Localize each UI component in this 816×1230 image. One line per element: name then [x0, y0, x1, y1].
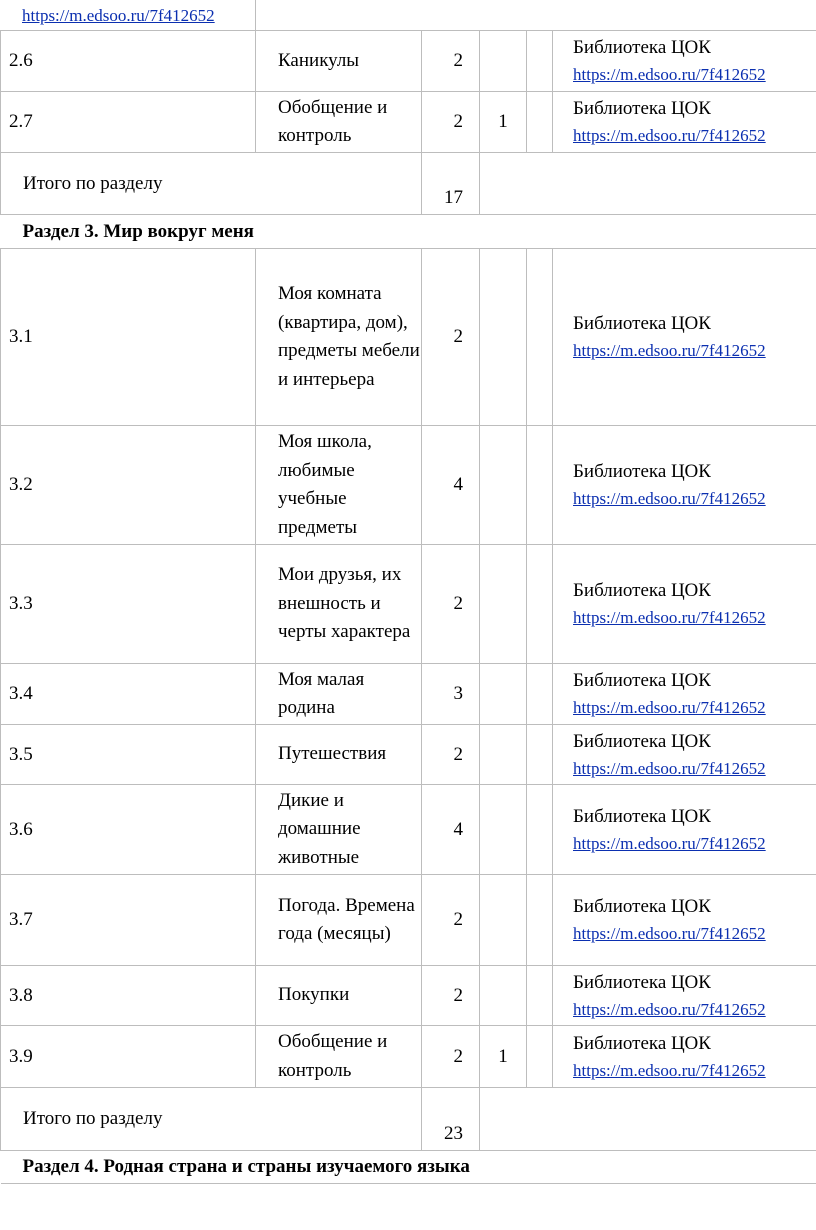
top-link-cell: [0, 0, 256, 31]
practical-works: [527, 426, 553, 545]
practical-works: [527, 966, 553, 1026]
lesson-topic: Дикие и домашние животные: [256, 785, 422, 875]
resource-link[interactable]: https://m.edsoo.ru/7f412652: [573, 999, 766, 1019]
table-row: [1, 785, 816, 875]
library-label: Библиотека ЦОК: [573, 971, 711, 993]
table-row: [1, 545, 816, 664]
lesson-topic: Путешествия: [256, 725, 422, 785]
hours-total: 2: [422, 249, 480, 426]
hours-total: 2: [422, 875, 480, 966]
practical-works: [527, 1026, 553, 1088]
control-works: 1: [480, 92, 527, 153]
hours-total: 4: [422, 426, 480, 545]
lesson-topic: Погода. Времена года (месяцы): [256, 875, 422, 966]
control-works: [480, 725, 527, 785]
lesson-topic: Обобщение и контроль: [256, 1026, 422, 1088]
lesson-table: [0, 30, 816, 1184]
resource-cell: [553, 426, 816, 545]
resource-cell: [553, 966, 816, 1026]
table-row: [1, 1026, 816, 1088]
hours-total: 2: [422, 966, 480, 1026]
library-label: Библиотека ЦОК: [573, 1032, 711, 1054]
hours-total: 2: [422, 1026, 480, 1088]
practical-works: [527, 545, 553, 664]
control-works: [480, 249, 527, 426]
row-number: 3.7: [1, 875, 256, 966]
row-number: 3.2: [1, 426, 256, 545]
resource-link[interactable]: https://m.edsoo.ru/7f412652: [573, 341, 766, 360]
control-works: 1: [480, 1026, 527, 1088]
resource-cell: [553, 249, 816, 426]
library-label: Библиотека ЦОК: [573, 805, 711, 827]
lesson-topic: Мои друзья, их внешность и черты характера: [256, 545, 422, 664]
resource-link[interactable]: https://m.edsoo.ru/7f412652: [573, 489, 766, 508]
section-total-row: [1, 153, 816, 215]
control-works: [480, 545, 527, 664]
table-row: [1, 249, 816, 426]
table-row: [1, 426, 816, 545]
practical-works: [527, 92, 553, 153]
section-title: Раздел 3. Мир вокруг меня: [1, 215, 816, 249]
resource-cell: [553, 31, 816, 92]
row-number: 3.9: [1, 1026, 256, 1088]
lesson-topic: Покупки: [256, 966, 422, 1026]
library-label: Библиотека ЦОК: [573, 730, 711, 752]
section-total-value: 23: [422, 1088, 480, 1151]
hours-total: 2: [422, 545, 480, 664]
resource-cell: [553, 92, 816, 153]
library-label: Библиотека ЦОК: [573, 461, 711, 482]
library-label: Библиотека ЦОК: [573, 98, 711, 119]
resource-cell: [553, 664, 816, 725]
library-label: Библиотека ЦОК: [573, 580, 711, 601]
control-works: [480, 664, 527, 725]
lesson-topic: Моя комната (квартира, дом), предметы мебели и интерьера: [256, 249, 422, 426]
row-number: 2.7: [1, 92, 256, 153]
lesson-topic: Моя малая родина: [256, 664, 422, 725]
empty-cell: [480, 153, 816, 215]
library-label: Библиотека ЦОК: [573, 313, 711, 334]
practical-works: [527, 725, 553, 785]
table-row: [1, 31, 816, 92]
library-label: Библиотека ЦОК: [573, 670, 711, 691]
resource-link[interactable]: https://m.edsoo.ru/7f412652: [573, 924, 766, 943]
resource-cell: [553, 725, 816, 785]
control-works: [480, 785, 527, 875]
row-number: 3.1: [1, 249, 256, 426]
resource-link[interactable]: https://m.edsoo.ru/7f412652: [573, 1060, 766, 1080]
section-header-row: [1, 215, 816, 249]
library-label: Библиотека ЦОК: [573, 37, 711, 58]
row-number: 3.4: [1, 664, 256, 725]
practical-works: [527, 785, 553, 875]
row-number: 3.6: [1, 785, 256, 875]
hours-total: 2: [422, 31, 480, 92]
resource-cell: [553, 785, 816, 875]
practical-works: [527, 249, 553, 426]
resource-cell: [553, 875, 816, 966]
section-total-label: Итого по разделу: [1, 1088, 422, 1151]
table-row: [1, 966, 816, 1026]
resource-link[interactable]: https://m.edsoo.ru/7f412652: [573, 833, 766, 853]
lesson-topic: Каникулы: [256, 31, 422, 92]
empty-cell: [480, 1088, 816, 1151]
hours-total: 4: [422, 785, 480, 875]
lesson-topic: Моя школа, любимые учебные предметы: [256, 426, 422, 545]
practical-works: [527, 664, 553, 725]
row-number: 3.5: [1, 725, 256, 785]
control-works: [480, 31, 527, 92]
lesson-topic: Обобщение и контроль: [256, 92, 422, 153]
hours-total: 3: [422, 664, 480, 725]
practical-works: [527, 875, 553, 966]
resource-link[interactable]: https://m.edsoo.ru/7f412652: [573, 65, 766, 84]
row-number: 3.3: [1, 545, 256, 664]
section-total-label: Итого по разделу: [1, 153, 422, 215]
table-row: [1, 875, 816, 966]
library-label: Библиотека ЦОК: [573, 896, 711, 917]
hours-total: 2: [422, 92, 480, 153]
table-row: [1, 725, 816, 785]
row-number: 3.8: [1, 966, 256, 1026]
section-header-row: [1, 1151, 816, 1184]
control-works: [480, 966, 527, 1026]
table-row: [1, 664, 816, 725]
row-number: 2.6: [1, 31, 256, 92]
section-title: Раздел 4. Родная страна и страны изучаемого языка: [1, 1151, 816, 1184]
control-works: [480, 875, 527, 966]
resource-cell: [553, 1026, 816, 1088]
resource-link[interactable]: https://m.edsoo.ru/7f412652: [573, 698, 766, 717]
control-works: [480, 426, 527, 545]
practical-works: [527, 31, 553, 92]
resource-link[interactable]: https://m.edsoo.ru/7f412652: [573, 758, 766, 778]
resource-link[interactable]: https://m.edsoo.ru/7f412652: [573, 608, 766, 627]
hours-total: 2: [422, 725, 480, 785]
section-total-row: [1, 1088, 816, 1151]
resource-link[interactable]: https://m.edsoo.ru/7f412652: [573, 126, 766, 145]
section-total-value: 17: [422, 153, 480, 215]
table-row: [1, 92, 816, 153]
top-resource-link[interactable]: https://m.edsoo.ru/7f412652: [22, 6, 215, 25]
resource-cell: [553, 545, 816, 664]
